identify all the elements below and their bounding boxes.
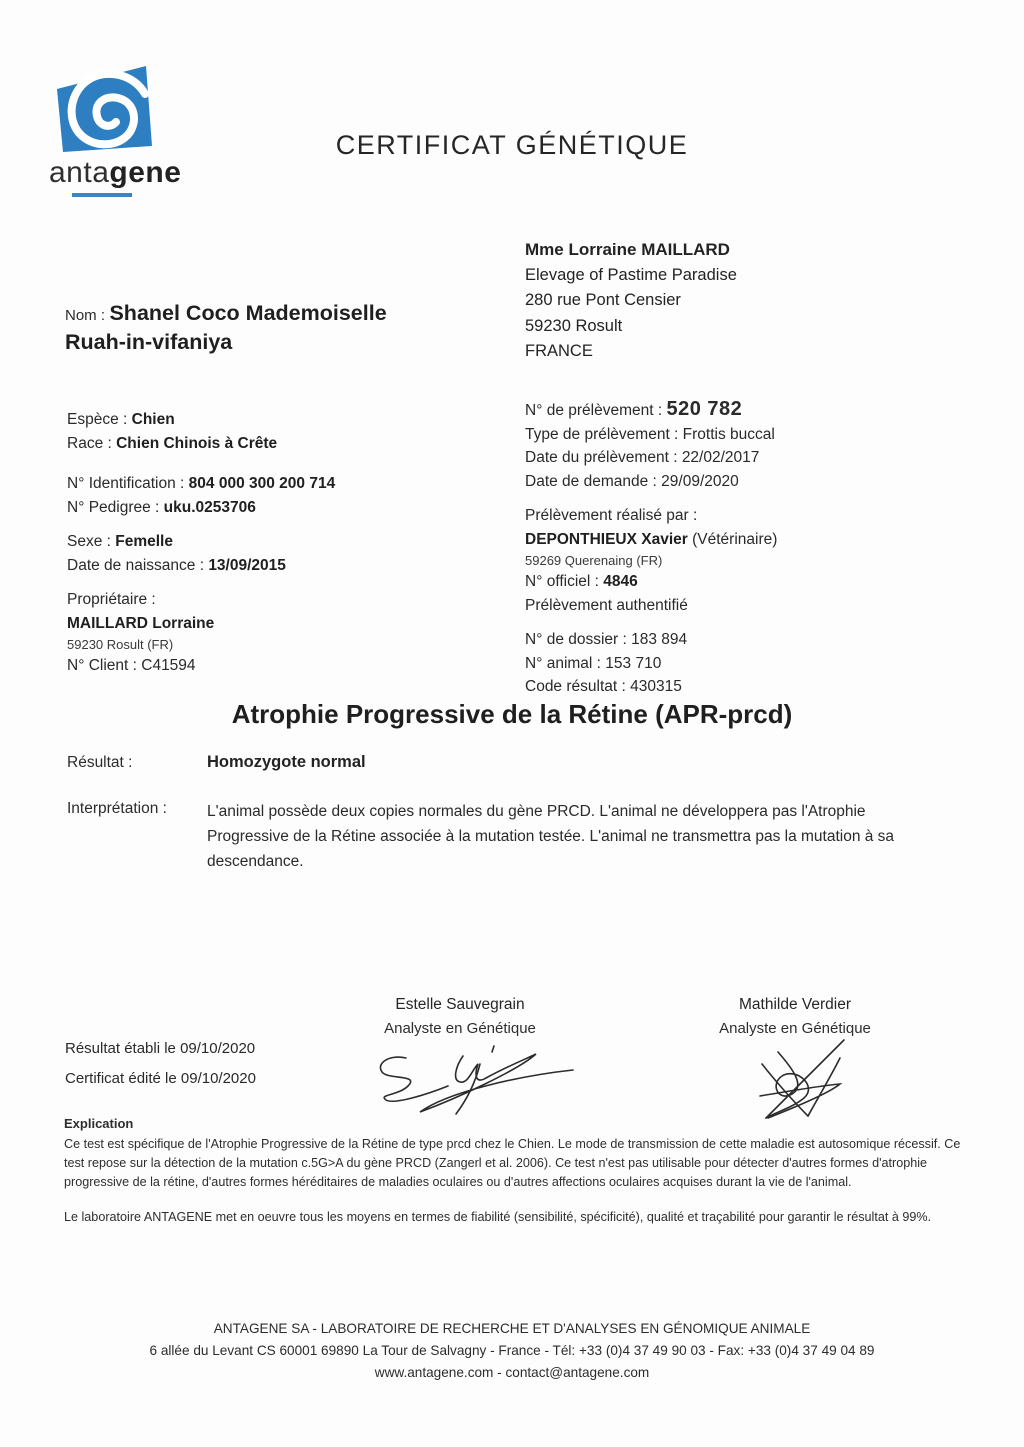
race-value: Chien Chinois à Crête — [116, 434, 278, 452]
date-demande-value: 29/09/2020 — [661, 472, 739, 490]
proprietaire-name-value: MAILLARD Lorraine — [67, 614, 215, 632]
sexe-label: Sexe : — [67, 533, 116, 550]
identification-label: N° Identification : — [67, 475, 189, 492]
naissance-value: 13/09/2015 — [208, 556, 286, 574]
footer-lab-line: ANTAGENE SA - LABORATOIRE DE RECHERCHE ET D'ANALYSES EN GÉNOMIQUE ANIMALE — [213, 1321, 811, 1336]
explanation-section — [64, 1116, 966, 1227]
brand-regular: anta — [49, 156, 110, 189]
animal-number-label: N° animal : — [525, 654, 606, 672]
resultat-value: Homozygote normal — [207, 753, 366, 771]
race-label: Race : — [67, 434, 117, 452]
signatory-left-role: Analyste en Génétique — [384, 1020, 536, 1037]
client-label: N° Client : — [67, 657, 142, 674]
code-resultat-row — [525, 675, 777, 699]
naissance-label: Date de naissance : — [67, 556, 209, 574]
espece-value: Chien — [131, 411, 175, 428]
brand-underline — [72, 193, 132, 197]
type-label: Type de prélèvement : — [525, 425, 683, 443]
sexe-row — [67, 530, 335, 554]
brand-bold: gene — [109, 156, 182, 189]
date-prelevement-row — [525, 446, 777, 470]
test-title: Atrophie Progressive de la Rétine (APR-prcd) — [231, 699, 793, 729]
certificate-dates — [65, 1040, 256, 1087]
animal-name-block — [65, 301, 387, 355]
animal-number-row — [525, 652, 777, 676]
type-value: Frottis buccal — [682, 425, 775, 443]
interpretation-label: Interprétation : — [67, 800, 167, 817]
recipient-line: 59230 Rosult — [525, 316, 623, 335]
signatory-left-name: Estelle Sauvegrain — [395, 996, 525, 1013]
animal-name-line1: Shanel Coco Mademoiselle — [109, 301, 387, 325]
prelevement-value: 520 782 — [666, 398, 743, 420]
explanation-paragraph-1: Ce test est spécifique de l'Atrophie Progressive de la Rétine de type prcd chez le Chien. Le mode de transmission de cette maladie est autosomique récessif. Ce test repose sur la détection de la mutation c.5G>A du gène PRCD (Zangerl et al. 2006). Ce test n'est pas utilisable pour détecter d'autres formes d'atrophie progressive de la rétine, d'autres formes héréditaires de maladies oculaires ou d'autres affections oculaires acquises durant la vie de l'animal. — [64, 1137, 961, 1189]
interpretation-text: L'animal possède deux copies normales du gène PRCD. L'animal ne développera pas l'Atrophie Progressive de la Rétine associée à la mutation testée. L'animal ne transmettra pas la mutation à sa descendance. — [207, 803, 895, 870]
prelevement-row — [525, 398, 777, 423]
recipient-line: Elevage of Pastime Paradise — [525, 265, 737, 284]
footer-address-line: 6 allée du Levant CS 60001 69890 La Tour de Salvagny - France - Tél: +33 (0)4 37 49 90 03 - Fax: +33 (0)4 37 49 04 89 — [149, 1343, 875, 1358]
brand-wordmark — [49, 156, 181, 190]
veterinaire-city: 59269 Querenaing (FR) — [525, 553, 663, 568]
race-row — [67, 432, 335, 456]
dossier-row — [525, 628, 777, 652]
date-demande-row — [525, 470, 777, 494]
signature-right-icon — [748, 1034, 873, 1122]
veterinaire-name: DEPONTHIEUX Xavier — [525, 530, 688, 548]
espece-row — [67, 408, 335, 432]
explanation-title: Explication — [64, 1116, 134, 1131]
officiel-value: 4846 — [603, 573, 638, 590]
naissance-row — [67, 554, 335, 578]
realise-label: Prélèvement réalisé par : — [525, 507, 698, 524]
identification-row — [67, 472, 335, 496]
recipient-line: 280 rue Pont Censier — [525, 291, 681, 309]
prelevement-label: N° de prélèvement : — [525, 402, 667, 419]
animal-number-value: 153 710 — [605, 654, 662, 672]
recipient-address — [525, 237, 737, 365]
client-value: C41594 — [141, 657, 196, 674]
type-row — [525, 423, 777, 447]
footer — [0, 1318, 1024, 1384]
date-demande-label: Date de demande : — [525, 472, 662, 490]
proprietaire-city: 59230 Rosult (FR) — [67, 637, 174, 652]
recipient-line: FRANCE — [525, 342, 593, 360]
signatory-left — [350, 996, 570, 1037]
recipient-name: Mme Lorraine MAILLARD — [525, 240, 730, 259]
officiel-label: N° officiel : — [525, 573, 604, 590]
signatory-right-name: Mathilde Verdier — [738, 996, 851, 1013]
date-edite: Certificat édité le 09/10/2020 — [65, 1070, 256, 1087]
sample-details-column — [525, 398, 777, 699]
nom-label: Nom : — [65, 307, 106, 324]
veterinaire-title: (Vétérinaire) — [687, 530, 778, 548]
identification-value: 804 000 300 200 714 — [188, 475, 336, 492]
veterinaire-row — [525, 528, 777, 552]
signatory-right-role: Analyste en Génétique — [719, 1020, 871, 1037]
proprietaire-label: Propriétaire : — [67, 591, 156, 608]
signature-left-icon — [368, 1036, 583, 1116]
date-prelevement-label: Date du prélèvement : — [525, 449, 682, 466]
proprietaire-name — [67, 612, 335, 636]
animal-details-column — [67, 408, 335, 678]
pedigree-value: uku.0253706 — [163, 498, 256, 516]
code-resultat-value: 430315 — [630, 678, 682, 695]
officiel-row — [525, 570, 777, 594]
client-row — [67, 654, 335, 678]
explanation-paragraph-2: Le laboratoire ANTAGENE met en oeuvre tous les moyens en termes de fiabilité (sensibilité, spécificité), qualité et traçabilité pour garantir le résultat à 99%. — [64, 1210, 932, 1224]
page-title: CERTIFICAT GÉNÉTIQUE — [335, 130, 689, 160]
footer-contact-line: www.antagene.com - contact@antagene.com — [374, 1365, 650, 1380]
animal-name-line2: Ruah-in-vifaniya — [65, 330, 233, 354]
signatory-right — [685, 996, 905, 1037]
pedigree-label: N° Pedigree : — [67, 498, 164, 516]
resultat-label: Résultat : — [67, 754, 133, 771]
code-resultat-label: Code résultat : — [525, 678, 631, 695]
date-etabli: Résultat établi le 09/10/2020 — [65, 1040, 256, 1057]
dossier-value: 183 894 — [631, 631, 688, 648]
dossier-label: N° de dossier : — [525, 631, 632, 648]
espece-label: Espèce : — [67, 411, 132, 428]
date-prelevement-value: 22/02/2017 — [681, 449, 760, 466]
pedigree-row — [67, 496, 335, 520]
authentifie-line: Prélèvement authentifié — [525, 596, 688, 614]
sexe-value: Femelle — [115, 533, 173, 550]
